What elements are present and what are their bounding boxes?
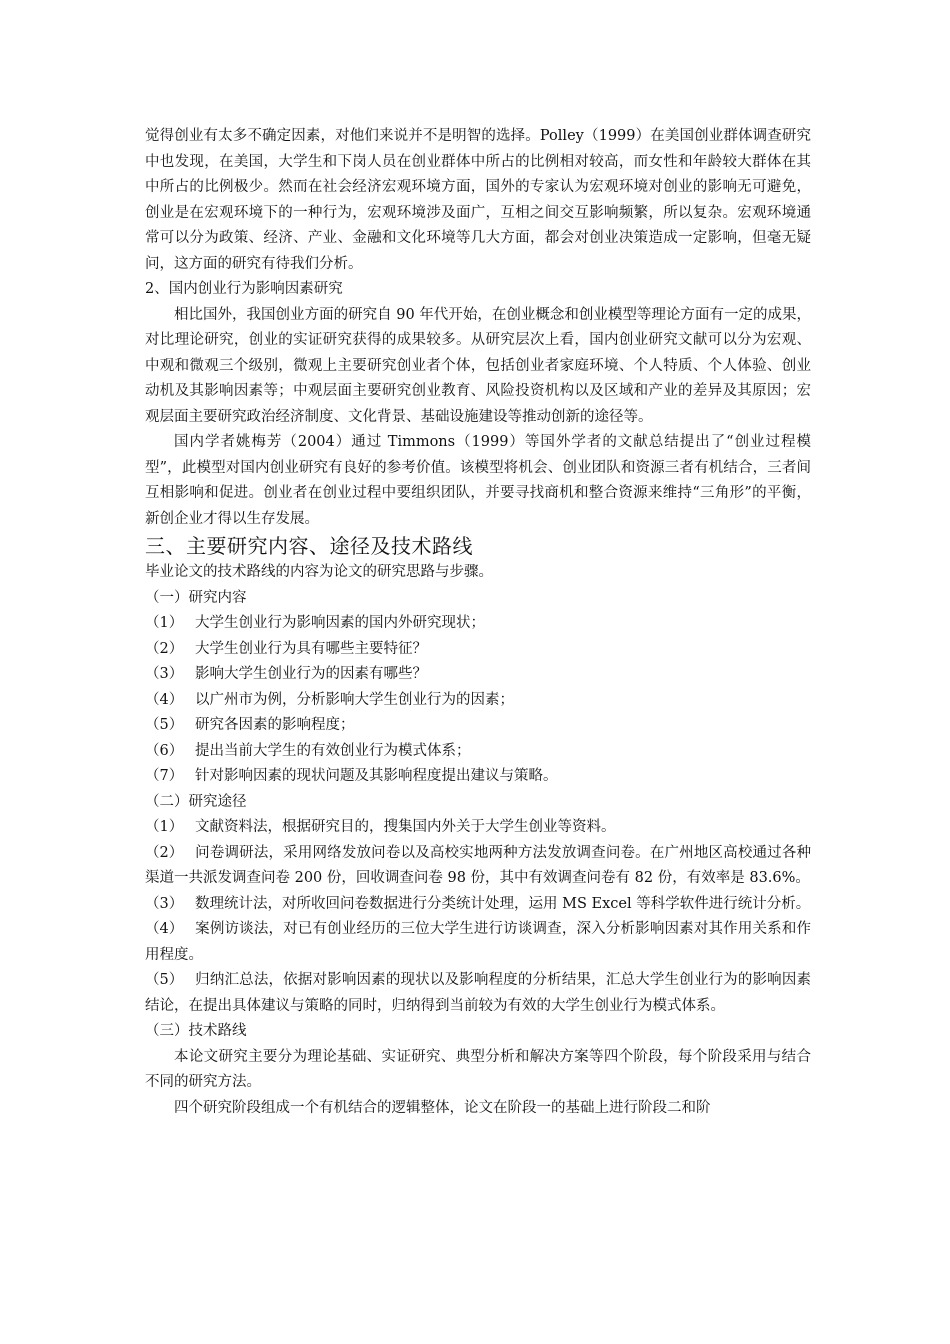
list-item: （2） 大学生创业行为具有哪些主要特征？ bbox=[145, 640, 427, 657]
paragraph-route-logic: 四个研究阶段组成一个有机结合的逻辑整体，论文在阶段一的基础上进行阶段二和阶 bbox=[174, 1099, 711, 1116]
approach-title: （二）研究途径 bbox=[145, 793, 247, 810]
approach-list bbox=[145, 815, 811, 1019]
list-item: （3） 影响大学生创业行为的因素有哪些？ bbox=[145, 666, 427, 682]
list-item: （6） 提出当前大学生的有效创业行为模式体系； bbox=[145, 742, 471, 759]
list-item: （5） 研究各因素的影响程度； bbox=[145, 717, 355, 733]
section-intro: 毕业论文的技术路线的内容为论文的研究思路与步骤。 bbox=[145, 564, 493, 580]
list-item: （5） 归纳汇总法，依据对影响因素的现状以及影响程度的分析结果，汇总大学生创业行为的影响因素结论，在提出具体建议与策略的同时，归纳得到当前较为有效的大学生创业行为模式体系。 bbox=[145, 972, 811, 1014]
paragraph-domestic-research: 相比国外，我国创业方面的研究自 90 年代开始，在创业概念和创业模型等理论方面有一定的成果，对比理论研究，创业的实证研究获得的成果较多。从研究层次上看，国内创业研究文献可以分为宏观、中观和微观三个级别，微观上主要研究创业者个体，包括创业者家庭环境、个人特质、个人体验、创业动机及其影响因素等；中观层面主要研究创业教育、风险投资机构以及区域和产业的差异及其原因；宏观层面主要研究政治经济制度、文化背景、基础设施建设等推动创新的途径等。 bbox=[145, 306, 811, 425]
list-item: （1） 文献资料法，根据研究目的，搜集国内外关于大学生创业等资料。 bbox=[145, 819, 616, 835]
subheading-domestic-research: 2、国内创业行为影响因素研究 bbox=[145, 281, 343, 297]
list-item: （4） 以广州市为例，分析影响大学生创业行为的因素； bbox=[145, 691, 514, 708]
paragraph-foreign-research: 觉得创业有太多不确定因素，对他们来说并不是明智的选择。Polley（1999）在美国创业群体调查研究中也发现，在美国，大学生和下岗人员在创业群体中所占的比例相对较高，而女性和年龄较大群体在其中所占的比例极少。然而在社会经济宏观环境方面，国外的专家认为宏观环境对创业的影响无可避免，创业是在宏观环境下的一种行为，宏观环境涉及面广，互相之间交互影响频繁，所以复杂。宏观环境通常可以分为政策、经济、产业、金融和文化环境等几大方面，都会对创业决策造成一定影响，但毫无疑问，这方面的研究有待我们分析。 bbox=[145, 128, 811, 272]
content-title: （一）研究内容 bbox=[145, 589, 247, 606]
list-item: （7） 针对影响因素的现状问题及其影响程度提出建议与策略。 bbox=[145, 768, 558, 784]
list-item: （2） 问卷调研法，采用网络发放问卷以及高校实地两种方法发放调查问卷。在广州地区高校通过各种渠道一共派发调查问卷 200 份，回收调查问卷 98 份，其中有效调查问卷有 82 份，有效率是 83.6%。 bbox=[145, 844, 811, 886]
content-list bbox=[145, 611, 811, 790]
paragraph-process-model: 国内学者姚梅芳（2004）通过 Timmons（1999）等国外学者的文献总结提出了“创业过程模型”，此模型对国内创业研究有良好的参考价值。该模型将机会、创业团队和资源三者有机结合，三者间互相影响和促进。创业者在创业过程中要组织团队，并要寻找商机和整合资源来维持“三角形”的平衡，新创企业才得以生存发展。 bbox=[145, 434, 811, 527]
document-page bbox=[145, 124, 811, 1121]
list-item: （4） 案例访谈法，对已有创业经历的三位大学生进行访谈调查，深入分析影响因素对其作用关系和作用程度。 bbox=[145, 921, 811, 963]
list-item: （1） 大学生创业行为影响因素的国内外研究现状； bbox=[145, 615, 485, 631]
list-item: （3） 数理统计法，对所收回问卷数据进行分类统计处理，运用 MS Excel 等科学软件进行统计分析。 bbox=[145, 895, 811, 912]
section-heading: 三、主要研究内容、途径及技术路线 bbox=[145, 534, 473, 558]
paragraph-route-stages: 本论文研究主要分为理论基础、实证研究、典型分析和解决方案等四个阶段，每个阶段采用与结合不同的研究方法。 bbox=[145, 1048, 811, 1090]
route-title: （三）技术路线 bbox=[145, 1023, 247, 1039]
